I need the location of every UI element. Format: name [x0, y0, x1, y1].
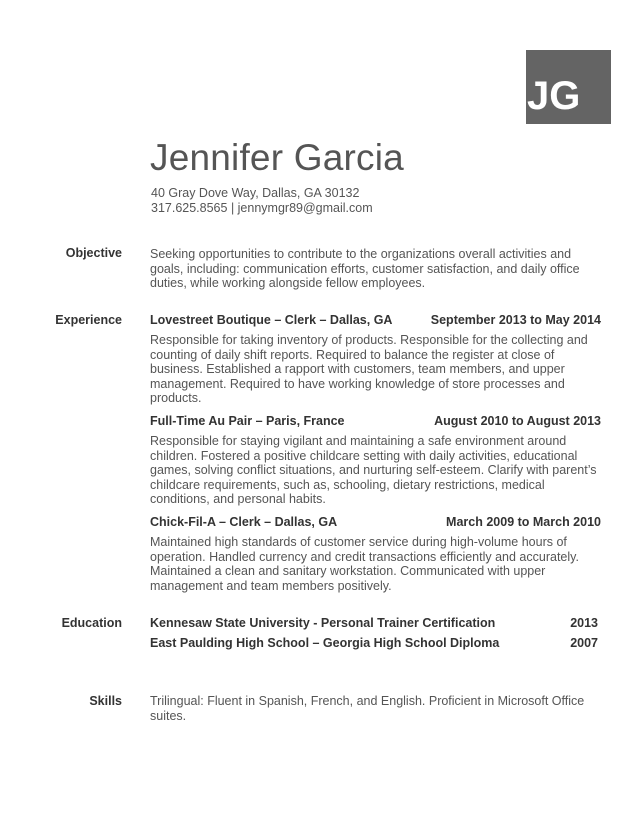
education-name: East Paulding High School – Georgia High School Diploma: [150, 636, 500, 650]
job-description-line: conditions, and personal habits.: [150, 492, 326, 507]
objective-line: goals, including: communication efforts, customer satisfaction, and daily office: [150, 261, 580, 276]
job-description: [150, 535, 602, 593]
candidate-name: Jennifer Garcia: [150, 137, 404, 178]
skills-text: [150, 694, 602, 723]
job-description-line: management and team members positively.: [150, 578, 392, 593]
job-title: Full-Time Au Pair – Paris, France: [150, 414, 345, 428]
job-description-line: Maintained a clean and sanitary workstation. Communicated with upper: [150, 564, 546, 579]
education-year: 2013: [570, 616, 598, 630]
job-description-line: business. Established a rapport with customers, team members, and upper: [150, 362, 565, 377]
objective-line: Seeking opportunities to contribute to the organizations overall activities and: [150, 247, 572, 261]
skills-line: suites.: [150, 708, 187, 723]
objective-text: [150, 247, 602, 291]
monogram-text: JG: [527, 74, 581, 118]
job-description-line: counting of daily shift reports. Required to balance the register at close of: [150, 347, 555, 362]
skills-label: Skills: [89, 694, 122, 708]
job-description-line: children. Fostered a positive childcare setting with daily activities, educational: [150, 448, 578, 463]
job-description-line: Responsible for staying vigilant and maintaining a safe environment around: [150, 434, 567, 448]
job-dates: August 2010 to August 2013: [434, 414, 601, 428]
job-dates: March 2009 to March 2010: [446, 515, 601, 529]
education-name: Kennesaw State University - Personal Trainer Certification: [150, 616, 496, 630]
job-title: Lovestreet Boutique – Clerk – Dallas, GA: [150, 313, 393, 327]
job-description-line: Maintained high standards of customer service during high-volume hours of: [150, 535, 567, 549]
education-label: Education: [61, 616, 122, 630]
monogram-badge: [526, 50, 611, 124]
job-description: [150, 434, 602, 507]
job-description: [150, 333, 602, 406]
phone-email-line: 317.625.8565 | jennymgr89@gmail.com: [151, 201, 373, 215]
experience-label: Experience: [55, 313, 122, 327]
job-description-line: games, solving conflict situations, and nurturing self-esteem. Clarify with parent’s: [150, 463, 597, 478]
objective-line: duties, while working alongside fellow employees.: [150, 276, 426, 291]
job-description-line: products.: [150, 391, 202, 406]
address-line: 40 Gray Dove Way, Dallas, GA 30132: [151, 186, 360, 200]
job-description-line: Responsible for taking inventory of products. Responsible for the collecting and: [150, 333, 588, 347]
job-description-line: childcare requirements, such as, schooling, dietary restrictions, medical: [150, 477, 545, 492]
education-year: 2007: [570, 636, 598, 650]
objective-label: Objective: [65, 246, 122, 260]
skills-line: Trilingual: Fluent in Spanish, French, and English. Proficient in Microsoft Office: [150, 694, 585, 708]
job-dates: September 2013 to May 2014: [430, 313, 601, 327]
contact-block: [151, 186, 373, 216]
job-description-line: operation. Handled currency and credit transactions efficiently and accurately.: [150, 549, 579, 564]
job-description-line: management. Required to have working knowledge of store processes and: [150, 376, 565, 391]
job-title: Chick-Fil-A – Clerk – Dallas, GA: [150, 515, 338, 529]
